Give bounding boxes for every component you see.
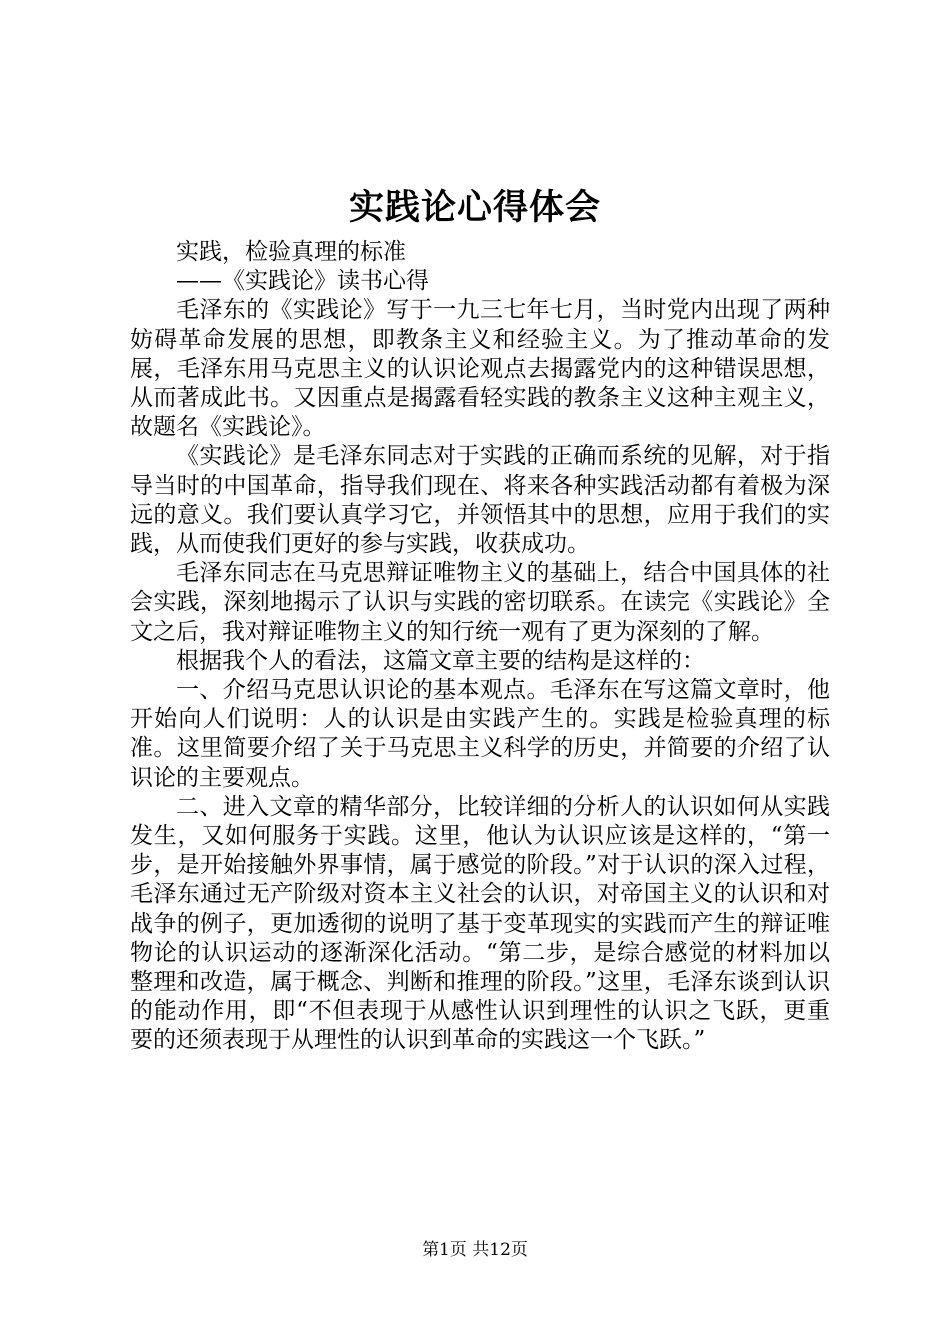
body-paragraph: 二、进入文章的精华部分，比较详细的分析人的认识如何从实践发生，又如何服务于实践。这里，他认为认识应该是这样的，“第一步，是开始接触外界事情，属于感觉的阶段。”对于认识的深入过程，毛泽东通过无产阶级对资本主义社会的认识，对帝国主义的认识和对战争的例子，更加透彻的说明了基于变革现实的实践而产生的辩证唯物论的认识运动的逐渐深化活动。“第二步，是综合感觉的材料加以整理和改造，属于概念、判断和推理的阶段。”这里，毛泽东谈到认识的能动作用，即“不但表现于从感性认识到理性的认识之飞跃，更重要的还须表现于从理性的认识到革命的实践这一个飞跃。” bbox=[130, 793, 830, 1054]
document-title: 实践论心得体会 bbox=[348, 187, 601, 228]
page-number-footer: 第1页 共12页 bbox=[422, 1240, 528, 1260]
subtitle-line: 实践，检验真理的标准 bbox=[176, 239, 406, 265]
body-paragraph: 毛泽东同志在马克思辩证唯物主义的基础上，结合中国具体的社会实践，深刻地揭示了认识与实践的密切联系。在读完《实践论》全文之后，我对辩证唯物主义的知行统一观有了更为深刻的了解。 bbox=[130, 560, 830, 645]
body-paragraph: 一、介绍马克思认识论的基本观点。毛泽东在写这篇文章时，他开始向人们说明：人的认识是由实践产生的。实践是检验真理的标准。这里简要介绍了关于马克思主义科学的历史，并简要的介绍了认识论的主要观点。 bbox=[130, 677, 830, 791]
document-body bbox=[130, 238, 830, 1056]
body-paragraph: 毛泽东的《实践论》写于一九三七年七月，当时党内出现了两种妨碍革命发展的思想，即教条主义和经验主义。为了推动革命的发展，毛泽东用马克思主义的认识论观点去揭露党内的这种错误思想，从而著成此书。又因重点是揭露看轻实践的教条主义这种主观主义，故题名《实践论》。 bbox=[130, 297, 830, 441]
body-paragraph: 《实践论》是毛泽东同志对于实践的正确而系统的见解，对于指导当时的中国革命，指导我们现在、将来各种实践活动都有着极为深远的意义。我们要认真学习它，并领悟其中的思想，应用于我们的实践，从而使我们更好的参与实践，收获成功。 bbox=[130, 443, 830, 558]
subtitle-byline: ——《实践论》读书心得 bbox=[176, 268, 429, 295]
body-paragraph: 根据我个人的看法，这篇文章主要的结构是这样的： bbox=[176, 647, 705, 674]
